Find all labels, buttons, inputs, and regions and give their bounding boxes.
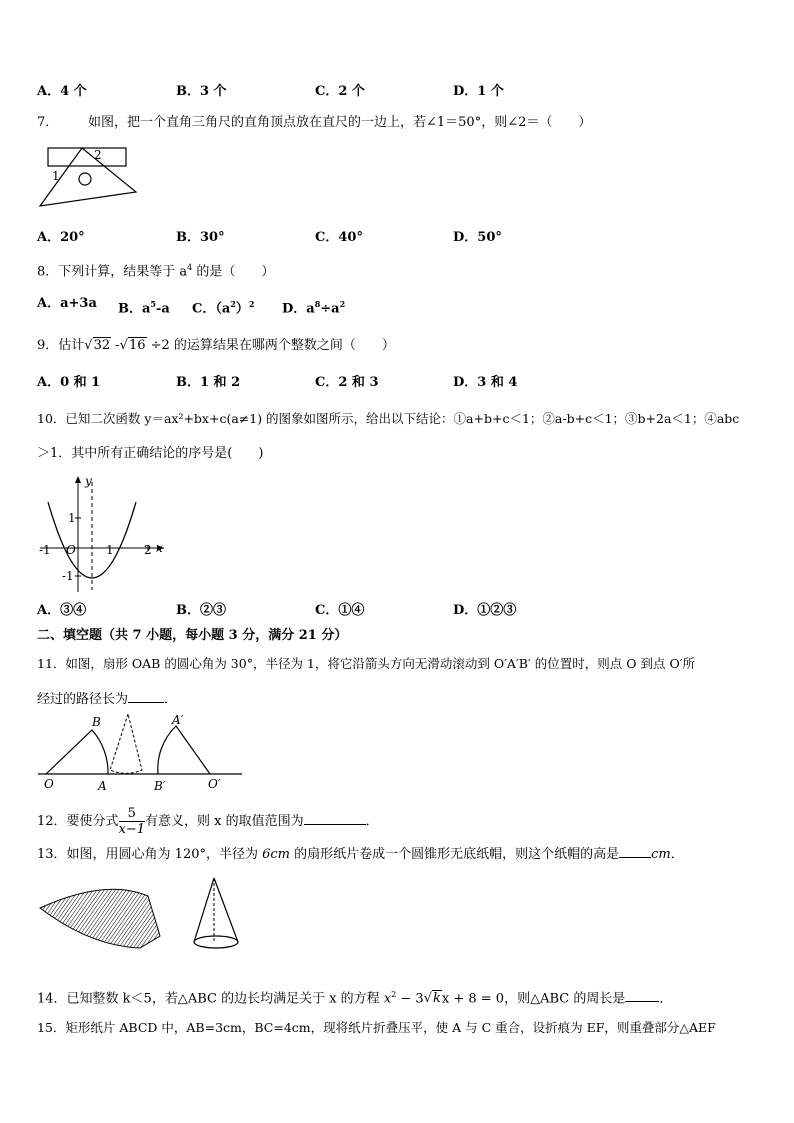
svg-text:2: 2 [144,543,152,557]
q10-stem-line2: ＞1．其中所有正确结论的序号是( ) [37,446,264,461]
triangle-hole-shape [79,173,91,185]
q10-option-b: B．②③ [176,603,226,618]
svg-text:-1: -1 [62,569,74,583]
svg-text:1: 1 [68,511,76,525]
q8-option-d: D．$a^8\div a^2$ [282,299,346,317]
svg-text:A: A [98,779,107,793]
svg-text:O′: O′ [208,777,221,791]
svg-text:-1: -1 [39,543,51,557]
svg-text:A′: A′ [172,713,184,727]
q7-option-c: C．40° [315,230,363,245]
q10-parabola-graph [36,472,172,594]
q10-option-a: A．③④ [37,603,87,618]
q15-stem: 15．矩形纸片 ABCD 中，AB=3cm，BC=4cm，现将纸片折叠压平，使 A 与 C 重合，设折痕为 EF，则重叠部分△AEF [37,1020,716,1035]
cone-base [194,936,238,948]
ruler-shape [48,148,126,166]
q13-figure [36,872,286,964]
q7-option-b: B．30° [176,230,225,245]
sector-oab-prime [158,726,210,774]
q11-stem-line1: 11．如图，扇形 OAB 的圆心角为 30°，半径为 1，将它沿箭头方向无滑动滚动到 O′A′B′ 的位置时，则点 O 到点 O′所 [37,656,696,671]
q10-option-c: C．①④ [315,603,365,618]
cone-left-edge [194,878,214,942]
svg-text:y: y [85,474,92,488]
q10-stem-line1: 10．已知二次函数 y＝ax²+bx+c(a≠1) 的图象如图所示，给出以下结论：①a+b+c＜1；②a-b+c＜1；③b+2a＜1；④abc [37,411,740,426]
sector-paper-shape [40,889,160,948]
q7-figure [36,144,146,212]
q8-stem: 8．下列计算，结果等于 $a^4$ 的是（ ） [37,263,275,280]
svg-text:O: O [44,777,54,791]
q9-option-c: C．2 和 3 [315,375,379,390]
q8-option-c: C．$(a^2)^2$ [192,299,255,317]
q8-option-b: B．$a^5-a$ [118,299,170,317]
q6-option-c: C．2 个 [315,84,365,99]
q13-answer-blank[interactable] [619,844,651,858]
svg-text:O: O [66,543,76,557]
q12-fraction: $\frac{5}{x-1}$ [118,806,146,837]
q6-option-d: D．1 个 [453,84,504,99]
q11-stem-line2: 经过的路径长为 ． [37,689,177,708]
angle-1-label: 1 [52,169,60,183]
svg-text:x: x [156,541,163,555]
q8-option-a: A．a+3a [37,296,97,311]
q7-stem: 如图，把一个直角三角尺的直角顶点放在直尺的一边上，若∠1＝50°，则∠2＝（ ） [88,115,592,130]
section-2-title: 二、填空题（共 7 小题，每小题 3 分，满分 21 分） [37,628,348,643]
q7-number: 7． [37,115,59,130]
svg-text:B: B [92,715,101,729]
q7-option-a: A．20° [37,230,85,245]
q7-option-d: D．50° [453,230,502,245]
svg-text:1: 1 [106,543,114,557]
q12-stem: 12．要使分式 $\frac{5}{x-1}$ 有意义，则 x 的取值范围为 ． [37,806,379,837]
q6-option-a: A．4 个 [37,84,87,99]
q14-answer-blank[interactable] [625,988,659,1002]
cone-right-edge [214,878,238,942]
q10-option-d: D．①②③ [453,603,517,618]
q9-option-b: B．1 和 2 [176,375,241,390]
q12-answer-blank[interactable] [304,811,366,825]
q13-stem: 13．如图，用圆心角为 120°，半径为 6cm 的扇形纸片卷成一个圆锥形无底纸帽，则这个纸帽的高是 cm． [37,844,684,863]
q9-option-d: D．3 和 4 [453,375,518,390]
sector-rolling [110,714,142,773]
q14-stem: 14．已知整数 k＜5，若△ABC 的边长均满足关于 x 的方程 $x^2 - 3√kx + 8 = 0$，则△ABC 的周长是 ． [37,990,673,1007]
angle-2-label: 2 [94,148,102,162]
q11-sector-figure [36,712,246,794]
sector-oab [46,730,108,774]
q11-answer-blank[interactable] [128,689,164,703]
svg-text:B′: B′ [154,779,166,793]
q9-stem: 9．估计√32 -√16 ÷2 的运算结果在哪两个整数之间（ ） [37,338,395,353]
q9-option-a: A．0 和 1 [37,375,101,390]
q6-option-b: B．3 个 [176,84,227,99]
